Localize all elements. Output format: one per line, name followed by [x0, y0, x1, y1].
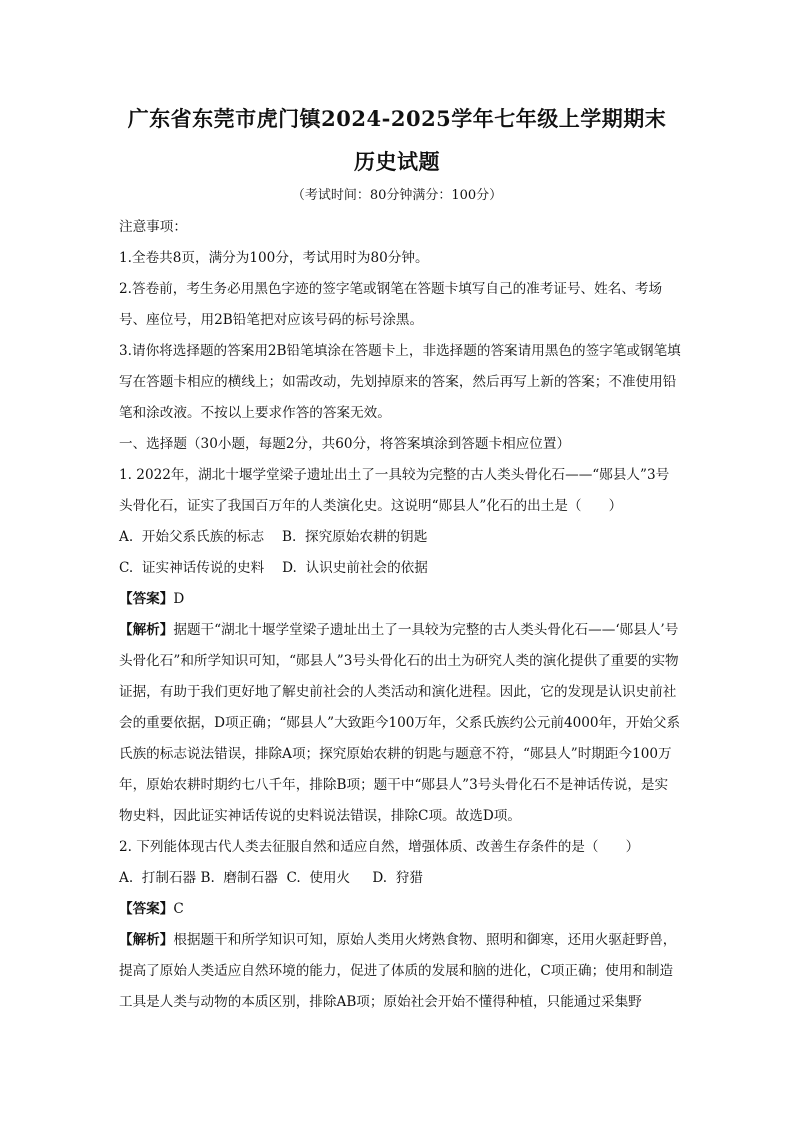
question-2-stem: 2. 下列能体现古代人类去征服自然和适应自然，增强体质、改善生存条件的是（ ） [119, 839, 640, 855]
note-item-1: 1.全卷共8页，满分为100分，考试用时为80分钟。 [119, 250, 429, 266]
exam-title-line1: 广东省东莞市虎门镇2024-2025学年七年级上学期期末 [127, 106, 667, 131]
document-body [119, 212, 681, 1018]
answer-value: C [173, 901, 184, 917]
question-1-options-row-2: C. 证实神话传说的史料 D. 认识史前社会的依据 [119, 560, 428, 576]
question-2-answer [119, 894, 681, 925]
analysis-text: 据题干“湖北十堰学堂梁子遗址出土了一具较为完整的古人类头骨化石——‘郧县人’号头骨化石”和所学知识可知，“郧县人”3号头骨化石的出土为研究人类的演化提供了重要的实物证据，有助于我们更好地了解史前社会的人类活动和演化进程。因此，它的发现是认识史前社会的重要依据，D项正确；“郧县人”大致距今100万年，父系氏族约公元前4000年，开始父系氏族的标志说法错误，排除A项；探究原始农耕的钥匙与题意不符，“郧县人”时期距今100万年，原始农耕时期约七八千年，排除B项；题干中“郧县人”3号头骨化石不是神话传说，是实物史料，因此证实神话传说的史料说法错误，排除C项。故选D项。 [119, 622, 681, 824]
section-heading: 一、选择题（30小题，每题2分，共60分，将答案填涂到答题卡相应位置） [119, 436, 571, 452]
question-1-stem: 1. 2022年，湖北十堰学堂梁子遗址出土了一具较为完整的古人类头骨化石——“郧县人”3号头骨化石，证实了我国百万年的人类演化史。这说明“郧县人”化石的出土是（ ） [119, 467, 670, 514]
note-item-3: 3.请你将选择题的答案用2B铅笔填涂在答题卡上，非选择题的答案请用黑色的签字笔或钢笔填写在答题卡相应的横线上；如需改动，先划掉原来的答案，然后再写上新的答案；不准使用铅笔和涂改液。不按以上要求作答的答案无效。 [119, 343, 681, 421]
notes-heading: 注意事项： [119, 219, 187, 235]
exam-info: （考试时间：80分钟满分：100分） [291, 188, 503, 203]
note-item-2: 2.答卷前，考生务必用黑色字迹的签字笔或钢笔在答题卡填写自己的准考证号、姓名、考场号、座位号，用2B铅笔把对应该号码的标号涂黑。 [119, 281, 663, 328]
question-2-options-row-1: A. 打制石器 B. 磨制石器 C. 使用火 D. 狩猎 [119, 870, 423, 886]
answer-label: 【答案】 [119, 591, 174, 607]
question-1-options-row-1: A. 开始父系氏族的标志 B. 探究原始农耕的钥匙 [119, 529, 428, 545]
question-1-answer [119, 584, 681, 615]
analysis-text: 根据题干和所学知识可知，原始人类用火烤熟食物、照明和御寒，还用火驱赶野兽，提高了原始人类适应自然环境的能力，促进了体质的发展和脑的进化，C项正确；使用和制造工具是人类与动物的本质区别，排除AB项；原始社会开始不懂得种植，只能通过采集野 [119, 932, 677, 1010]
question-2-analysis [119, 925, 681, 1018]
answer-value: D [173, 591, 185, 607]
question-1-analysis [119, 615, 681, 832]
exam-title-line2: 历史试题 [354, 149, 440, 174]
analysis-label: 【解析】 [119, 932, 174, 948]
answer-label: 【答案】 [119, 901, 174, 917]
analysis-label: 【解析】 [119, 622, 174, 638]
